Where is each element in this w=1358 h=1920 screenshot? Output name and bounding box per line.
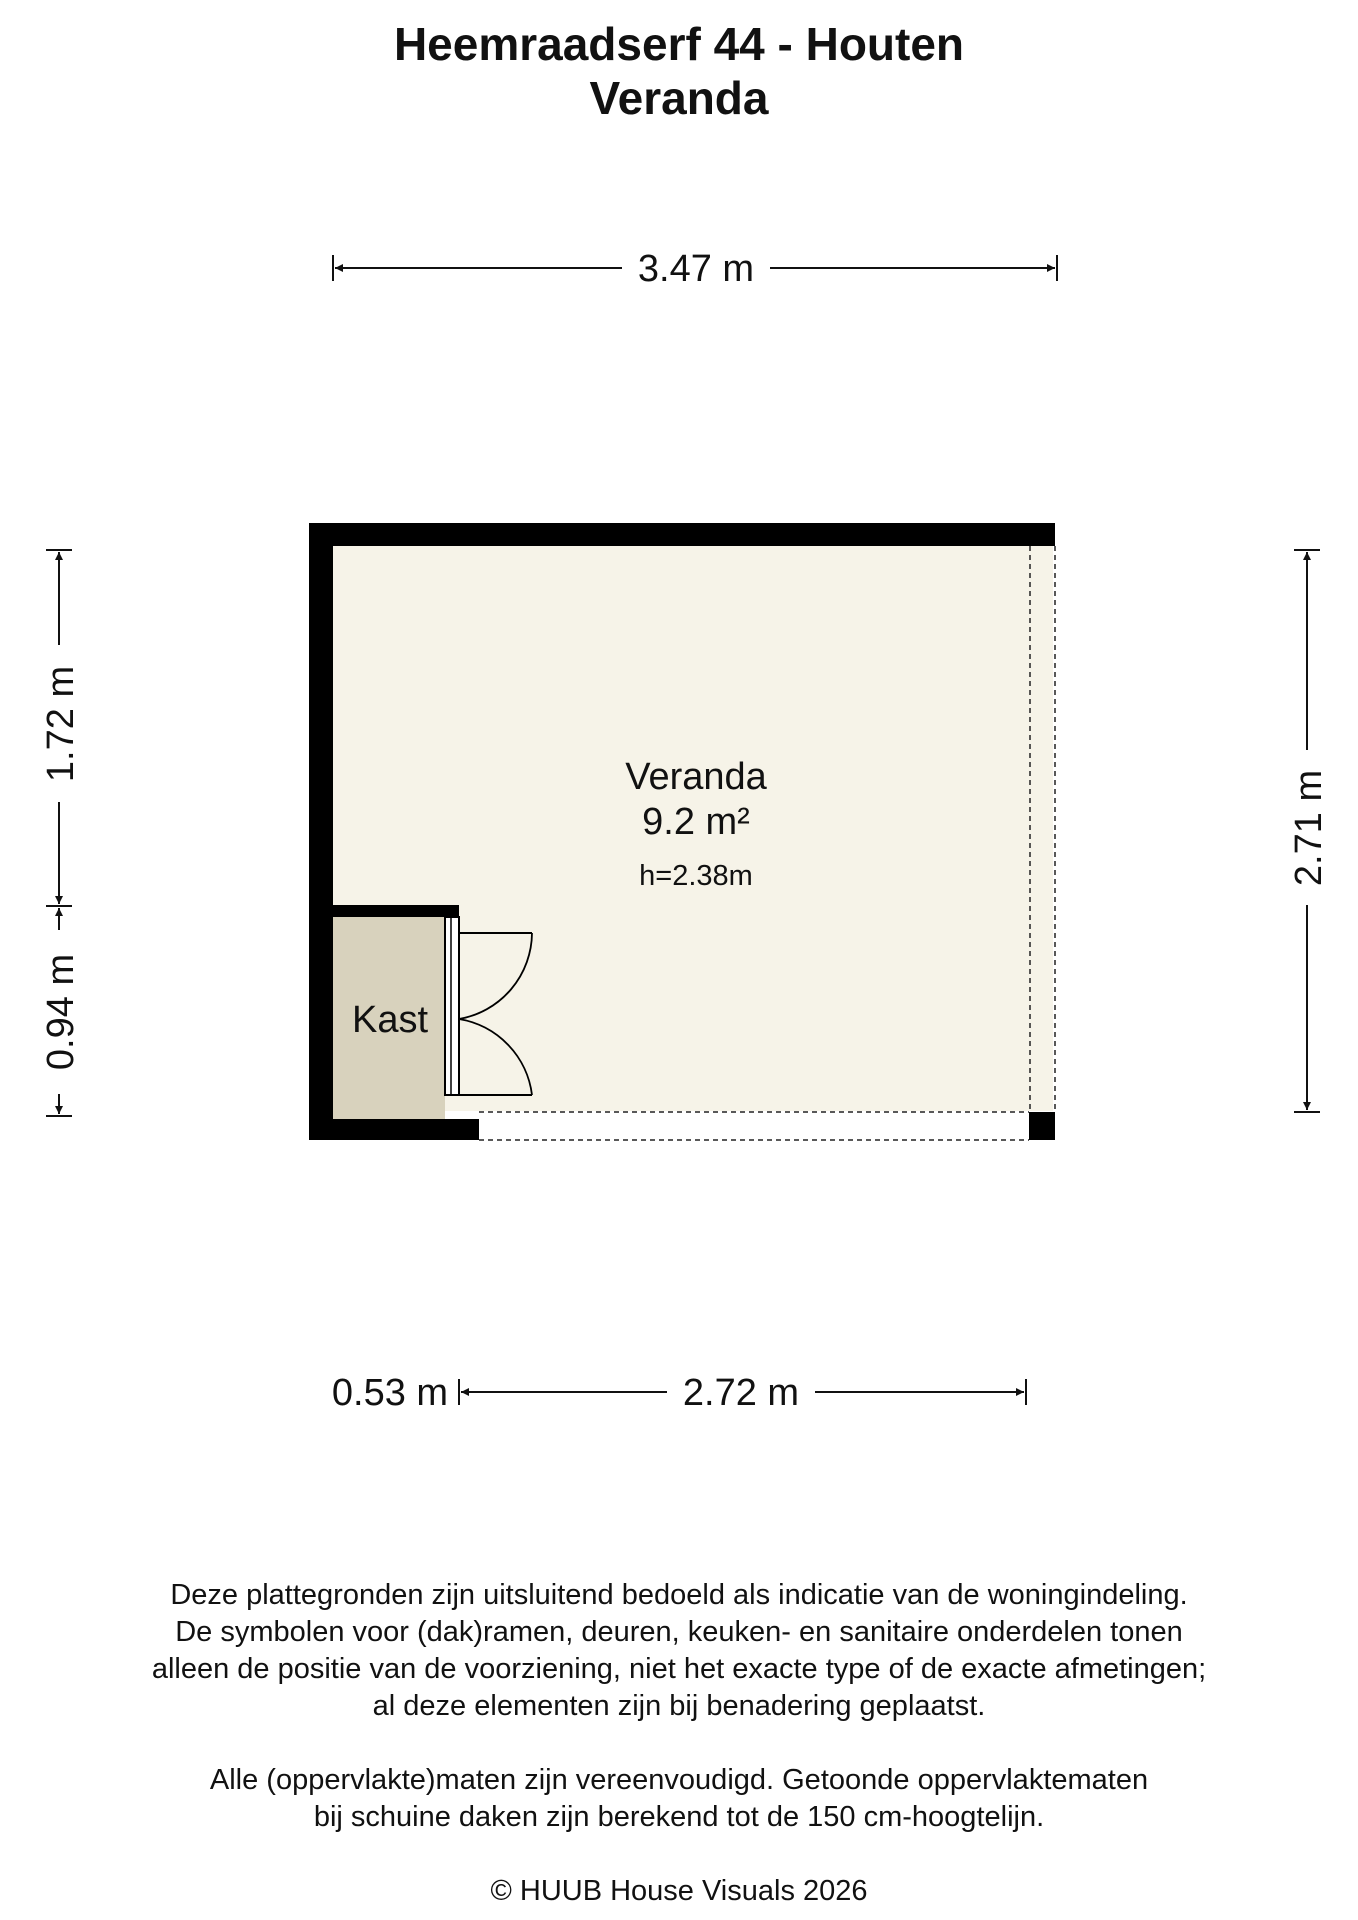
dimension-bottom-right-label: 2.72 m — [682, 1372, 800, 1414]
veranda-room-area: 9.2 m² — [642, 801, 750, 843]
dimension-right-height — [1288, 550, 1330, 1112]
disclaimer-line: Deze plattegronden zijn uitsluitend bedoeld als indicatie van de woningindeling. — [170, 1579, 1188, 1611]
veranda-room-name: Veranda — [625, 756, 767, 798]
disclaimer — [0, 1577, 1358, 1725]
veranda-room-height: h=2.38m — [639, 860, 753, 892]
copyright: © HUUB House Visuals 2026 — [490, 1875, 868, 1907]
dimension-bottom — [332, 1372, 1026, 1414]
dimension-left-upper-label: 1.72 m — [40, 665, 82, 783]
dimension-left-lower — [40, 906, 82, 1116]
dimension-top-width-label: 3.47 m — [637, 248, 755, 290]
page-subtitle: Veranda — [589, 72, 769, 124]
dimension-bottom-left-label: 0.53 m — [331, 1372, 449, 1414]
dimension-left-lower-label: 0.94 m — [40, 953, 82, 1071]
area-note-line: bij schuine daken zijn berekend tot de 150 cm-hoogtelijn. — [313, 1801, 1045, 1833]
area-note-line: Alle (oppervlakte)maten zijn vereenvoudigd. Getoonde oppervlaktematen — [209, 1764, 1149, 1796]
disclaimer-line: De symbolen voor (dak)ramen, deuren, keuken- en sanitaire onderdelen tonen — [175, 1616, 1183, 1648]
page-title: Heemraadserf 44 - Houten — [393, 18, 965, 70]
disclaimer-line: al deze elementen zijn bij benadering geplaatst. — [372, 1690, 986, 1722]
area-note — [0, 1762, 1358, 1836]
dimension-left-upper — [40, 550, 82, 904]
disclaimer-line: alleen de positie van de voorziening, niet het exacte type of de exacte afmetingen; — [151, 1653, 1207, 1685]
kast-room-name: Kast — [351, 999, 429, 1041]
dimension-right-height-label: 2.71 m — [1288, 769, 1330, 887]
dimension-top-width — [333, 248, 1057, 290]
